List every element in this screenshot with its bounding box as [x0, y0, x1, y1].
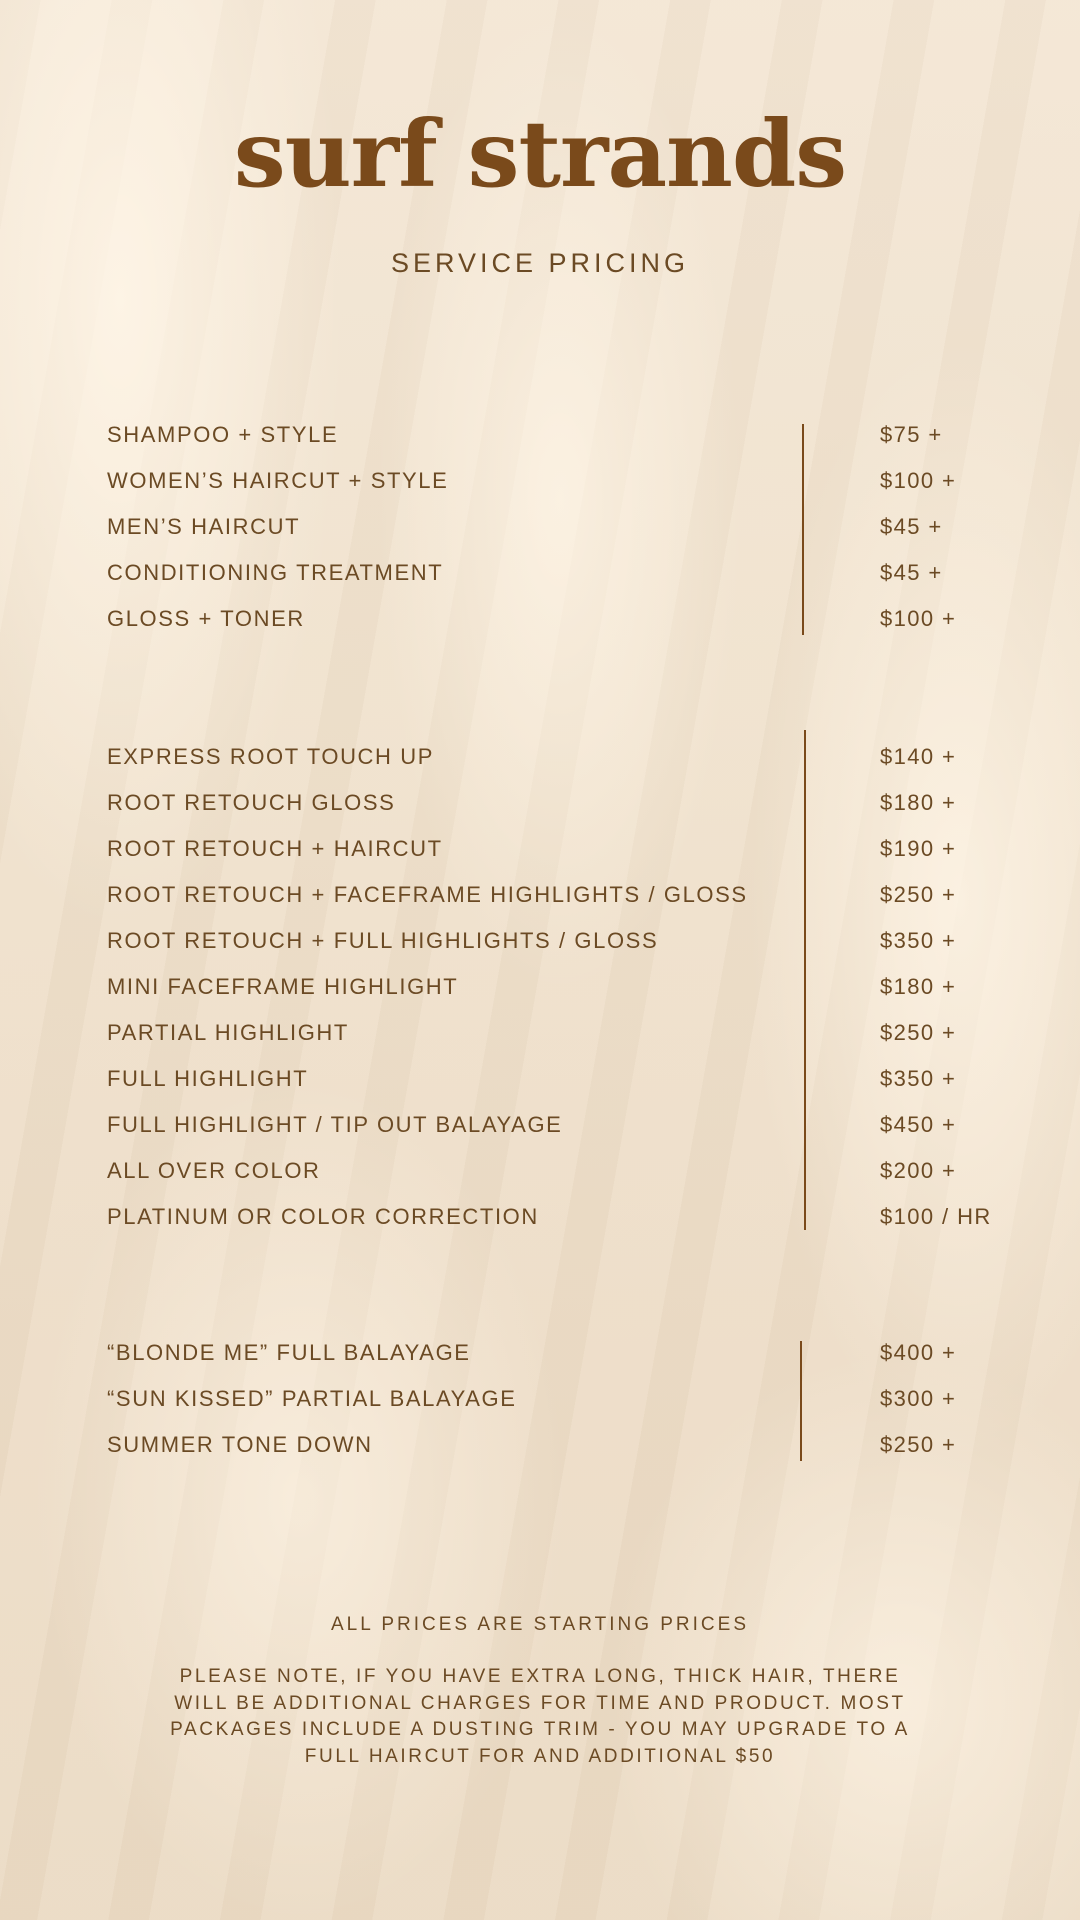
- price-row: [107, 1010, 1007, 1056]
- service-name: FULL HIGHLIGHT: [107, 1066, 309, 1091]
- service-name: “SUN KISSED” PARTIAL BALAYAGE: [107, 1386, 517, 1411]
- service-price: $250 +: [880, 1020, 957, 1045]
- price-row: [107, 1056, 1007, 1102]
- service-name: SHAMPOO + STYLE: [107, 422, 339, 447]
- service-name: ROOT RETOUCH + FULL HIGHLIGHTS / GLOSS: [107, 928, 659, 953]
- service-price: $350 +: [880, 1066, 957, 1091]
- service-name: “BLONDE ME” FULL BALAYAGE: [107, 1340, 471, 1365]
- price-section-balayage: [107, 1330, 1007, 1468]
- service-price: $45 +: [880, 514, 943, 539]
- service-price: $45 +: [880, 560, 943, 585]
- service-price: $190 +: [880, 836, 957, 861]
- service-price: $250 +: [880, 882, 957, 907]
- price-row: [107, 734, 1007, 780]
- service-price: $180 +: [880, 790, 957, 815]
- service-name: ROOT RETOUCH GLOSS: [107, 790, 396, 815]
- price-row: [107, 826, 1007, 872]
- salon-name: surf strands: [233, 100, 847, 208]
- price-row: [107, 1148, 1007, 1194]
- service-price: $100 +: [880, 468, 957, 493]
- service-price: $180 +: [880, 974, 957, 999]
- price-row: [107, 1194, 1007, 1240]
- price-row: [107, 550, 1007, 596]
- price-row: [107, 504, 1007, 550]
- service-price: $400 +: [880, 1340, 957, 1365]
- service-name: SUMMER TONE DOWN: [107, 1432, 373, 1457]
- service-price: $350 +: [880, 928, 957, 953]
- price-section-basic: [107, 412, 1007, 642]
- service-name: ALL OVER COLOR: [107, 1158, 321, 1183]
- notes-body: PLEASE NOTE, IF YOU HAVE EXTRA LONG, THICK HAIR, THERE WILL BE ADDITIONAL CHARGES FOR TIME AND PRODUCT. MOST PACKAGES INCLUDE A DUSTING TRIM - YOU MAY UPGRADE TO A FULL HAIRCUT FOR AND ADDITIONAL $50: [170, 1666, 910, 1767]
- price-row: [107, 596, 1007, 642]
- service-price: $300 +: [880, 1386, 957, 1411]
- service-price: $75 +: [880, 422, 943, 447]
- service-price: $250 +: [880, 1432, 957, 1457]
- price-row: [107, 1102, 1007, 1148]
- service-name: WOMEN’S HAIRCUT + STYLE: [107, 468, 449, 493]
- price-row: [107, 1376, 1007, 1422]
- price-row: [107, 458, 1007, 504]
- price-row: [107, 872, 1007, 918]
- price-row: [107, 1330, 1007, 1376]
- service-price: $140 +: [880, 744, 957, 769]
- service-name: PLATINUM OR COLOR CORRECTION: [107, 1204, 539, 1229]
- service-name: ROOT RETOUCH + FACEFRAME HIGHLIGHTS / GLOSS: [107, 882, 748, 907]
- service-name: MEN’S HAIRCUT: [107, 514, 301, 539]
- notes-heading: ALL PRICES ARE STARTING PRICES: [330, 1614, 750, 1635]
- service-name: GLOSS + TONER: [107, 606, 305, 631]
- service-name: CONDITIONING TREATMENT: [107, 560, 444, 585]
- price-section-color: [107, 734, 1007, 1240]
- price-row: [107, 412, 1007, 458]
- service-price: $100 / HR: [880, 1204, 992, 1229]
- price-row: [107, 1422, 1007, 1468]
- page-subtitle: SERVICE PRICING: [390, 248, 690, 278]
- service-price: $450 +: [880, 1112, 957, 1137]
- service-price: $200 +: [880, 1158, 957, 1183]
- service-name: FULL HIGHLIGHT / TIP OUT BALAYAGE: [107, 1112, 563, 1137]
- price-row: [107, 964, 1007, 1010]
- service-name: MINI FACEFRAME HIGHLIGHT: [107, 974, 459, 999]
- service-name: EXPRESS ROOT TOUCH UP: [107, 744, 435, 769]
- service-name: ROOT RETOUCH + HAIRCUT: [107, 836, 443, 861]
- service-price: $100 +: [880, 606, 957, 631]
- service-name: PARTIAL HIGHLIGHT: [107, 1020, 349, 1045]
- price-row: [107, 780, 1007, 826]
- price-row: [107, 918, 1007, 964]
